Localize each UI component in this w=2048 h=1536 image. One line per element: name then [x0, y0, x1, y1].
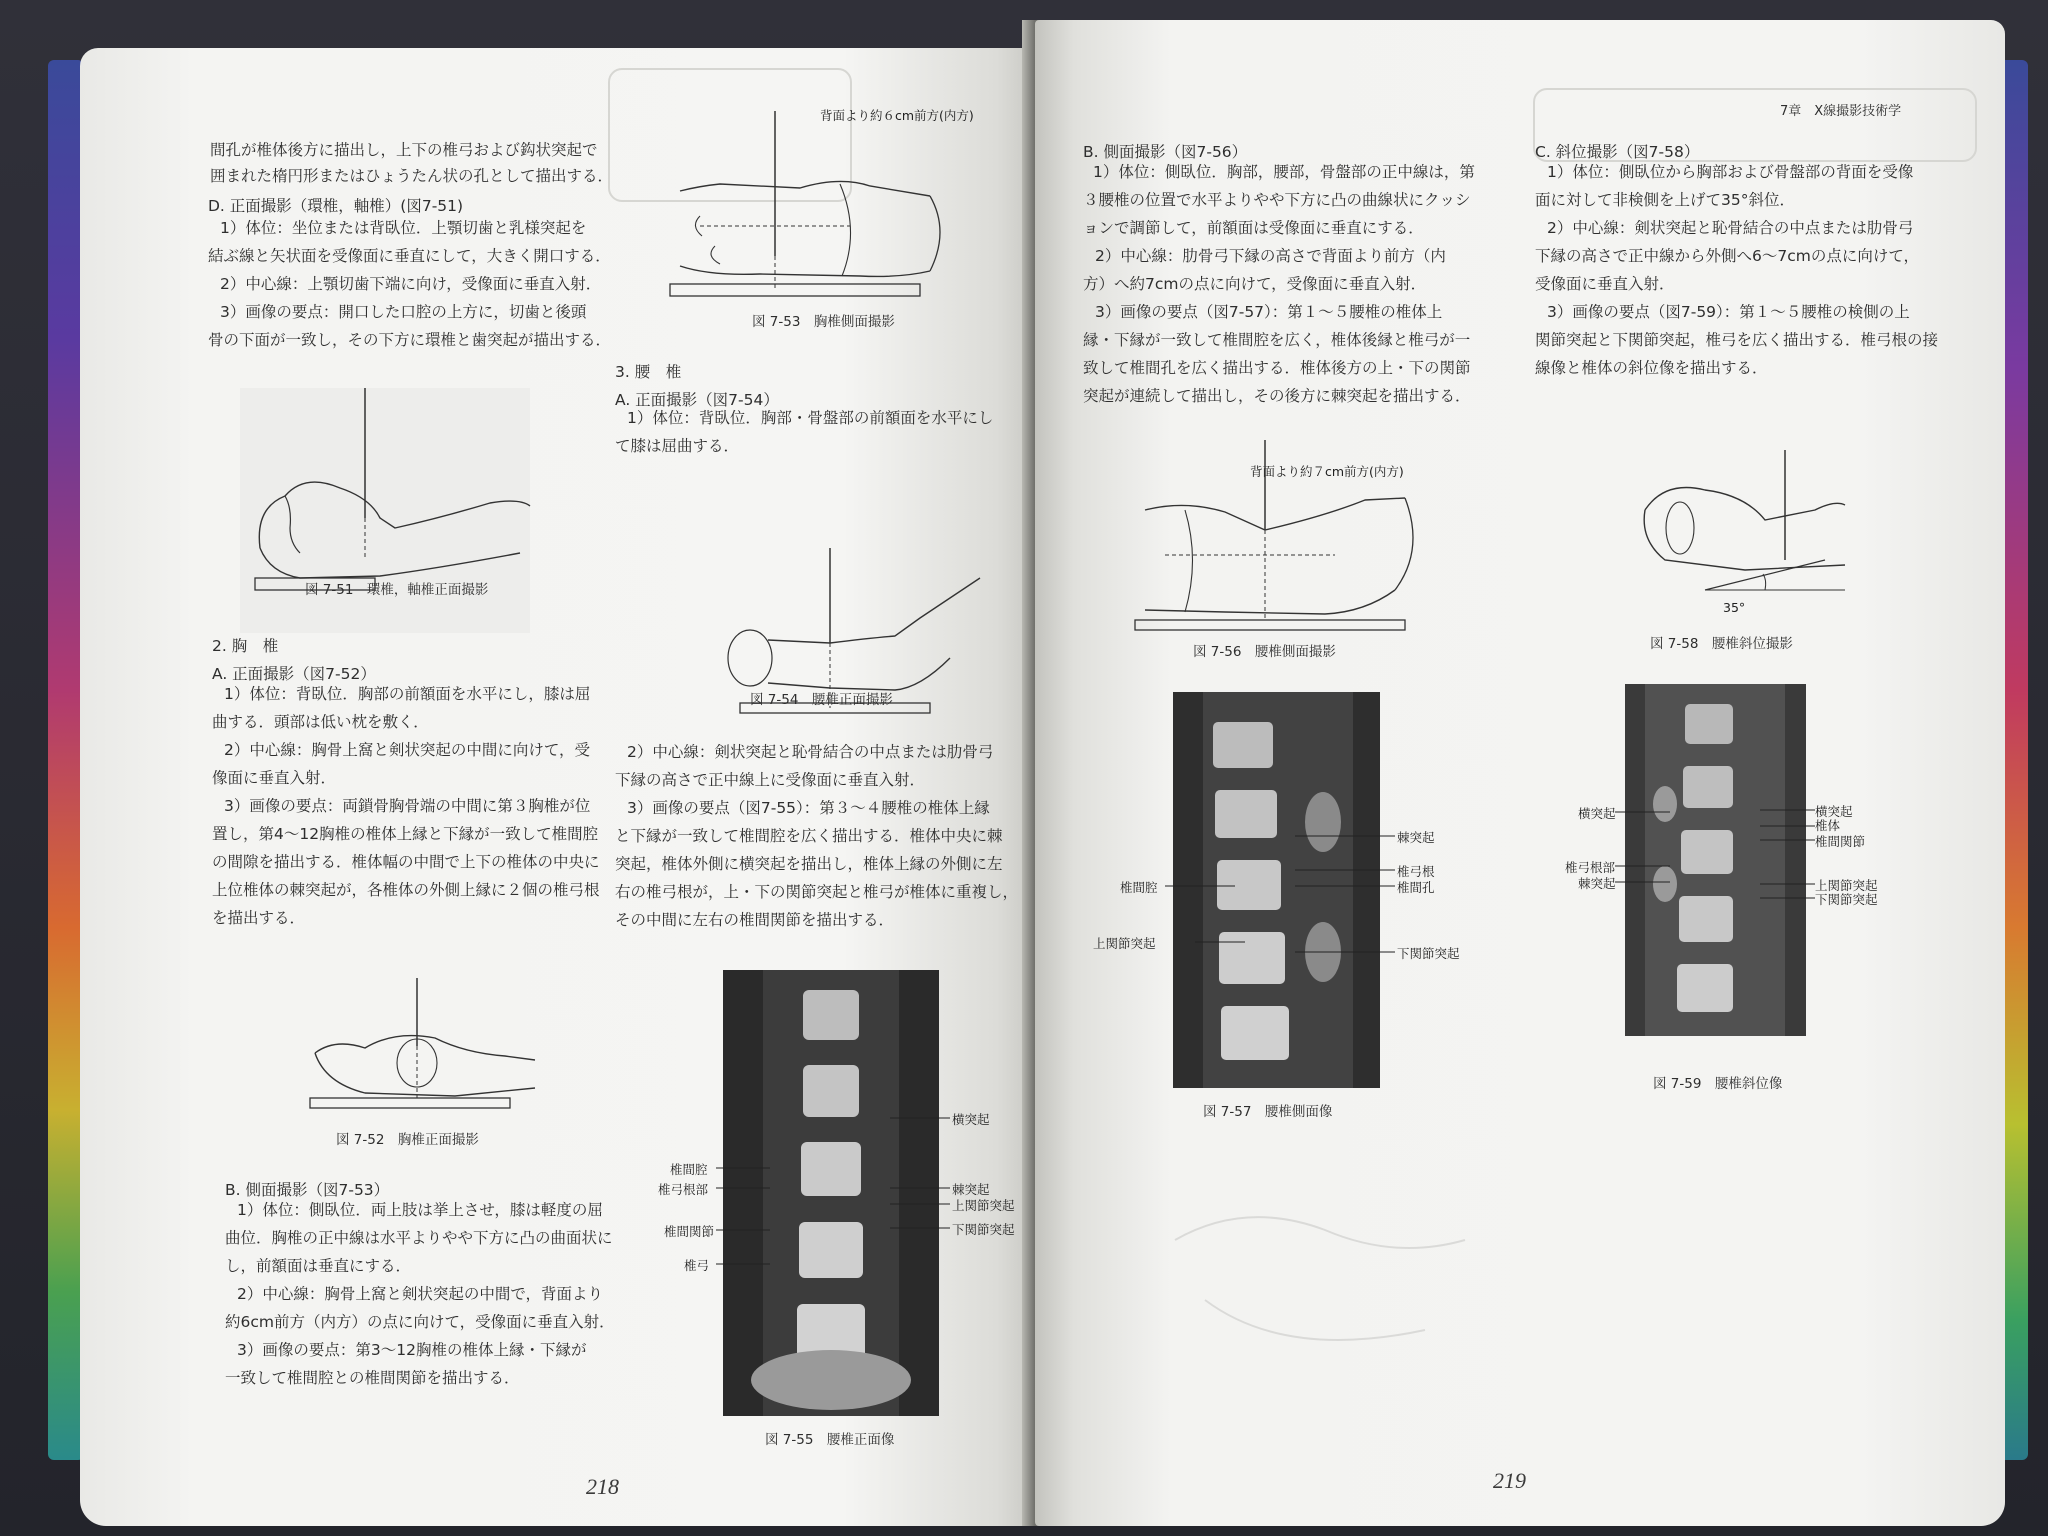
text-line: 2）中心線：上顎切歯下端に向け，受像面に垂直入射． — [220, 275, 602, 293]
figure-7-58-drawing — [1625, 450, 1855, 650]
text-line: 3）画像の要点：開口した口腔の上方に，切歯と後頭 — [220, 303, 587, 321]
figure-caption: 図 7-58 腰椎斜位撮影 — [1650, 636, 1793, 652]
text-line: 線像と椎体の斜位像を描出する． — [1535, 359, 1768, 377]
figure-7-51-drawing — [230, 378, 570, 638]
text-line: 3）画像の要点：両鎖骨胸骨端の中間に第３胸椎が位 — [224, 797, 591, 815]
text-line: 囲まれた楕円形またはひょうたん状の孔として描出する． — [210, 167, 614, 185]
xray-label: 椎体 — [1815, 818, 1841, 833]
xray-label: 上関節突起 — [952, 1198, 1015, 1213]
xray-label: 椎間腔 — [1120, 880, 1158, 895]
text-line: し，前額面は垂直にする． — [225, 1257, 412, 1275]
text-line: 1）体位：背臥位．胸部の前額面を水平にし，膝は屈 — [224, 685, 591, 703]
figure-label: 背面より約６cm前方(内方) — [820, 108, 974, 123]
section-heading: D. 正面撮影（環椎，軸椎）(図7-51) — [208, 197, 464, 215]
xray-label: 椎弓根部 — [1565, 860, 1616, 875]
text-line: 2）中心線：胸骨上窩と剣状突起の中間で，背面より — [237, 1285, 604, 1303]
figure-caption: 図 7-56 腰椎側面撮影 — [1193, 644, 1336, 660]
text-line: 方）へ約7cmの点に向けて，受像面に垂直入射． — [1083, 275, 1427, 293]
text-line: 像面に垂直入射． — [212, 769, 337, 787]
text-line: 突起が連続して描出し，その後方に棘突起を描出する． — [1083, 387, 1471, 405]
section-heading: B. 側面撮影（図7-56） — [1083, 143, 1248, 161]
text-line: 3）画像の要点（図7-59）：第１～５腰椎の検側の上 — [1547, 303, 1910, 321]
text-line: 2）中心線：肋骨弓下縁の高さで背面より前方（内 — [1095, 247, 1446, 265]
text-line: 1）体位：側臥位から胸部および骨盤部の背面を受像 — [1547, 163, 1914, 181]
page-number: 218 — [586, 1474, 619, 1499]
text-line: 下縁の高さで正中線上に受像面に垂直入射． — [615, 771, 926, 789]
figure-label: 背面より約７cm前方(内方) — [1250, 464, 1404, 479]
book-edge-left — [48, 60, 84, 1460]
text-line: 下縁の高さで正中線から外側へ6～7cmの点に向けて， — [1535, 247, 1920, 265]
xray-leader-lines — [1610, 800, 1820, 900]
text-line: ３腰椎の位置で水平よりやや下方に凸の曲線状にクッシ — [1083, 191, 1471, 209]
text-line: 受像面に垂直入射． — [1535, 275, 1675, 293]
xray-label: 椎間孔 — [1397, 880, 1435, 895]
text-line: 曲位．胸椎の正中線は水平よりやや下方に凸の曲面状に — [225, 1229, 613, 1247]
figure-caption: 図 7-59 腰椎斜位像 — [1653, 1076, 1783, 1092]
text-line: 突起，椎体外側に横突起を描出し，椎体上縁の外側に左 — [615, 855, 1003, 873]
figure-caption: 図 7-57 腰椎側面像 — [1203, 1104, 1333, 1120]
xray-label: 棘突起 — [1397, 830, 1435, 845]
right-page — [1035, 20, 2005, 1526]
figure-caption: 図 7-52 胸椎正面撮影 — [336, 1132, 479, 1148]
figure-caption: 図 7-51 環椎，軸椎正面撮影 — [305, 582, 489, 598]
text-line: 縁・下縁が一致して椎間腔を広く，椎体後縁と椎弓が一 — [1083, 331, 1471, 349]
section-heading: 2. 胸 椎 — [212, 637, 279, 655]
text-line: ョンで調節して，前額面は受像面に垂直にする． — [1083, 219, 1424, 237]
xray-leader-lines — [1145, 820, 1405, 960]
xray-leader-lines — [710, 1108, 960, 1278]
xray-label: 椎間関節 — [1815, 834, 1866, 849]
figure-caption: 図 7-53 胸椎側面撮影 — [752, 314, 895, 330]
text-line: 1）体位：坐位または背臥位．上顎切歯と乳様突起を — [220, 219, 587, 237]
xray-label: 下関節突起 — [1397, 946, 1460, 961]
text-line: 置し，第4～12胸椎の椎体上縁と下縁が一致して椎間腔 — [212, 825, 599, 843]
section-heading: A. 正面撮影（図7-52） — [212, 665, 376, 683]
text-line: の間隙を描出する．椎体幅の中間で上下の椎体の中央に — [212, 853, 600, 871]
text-line: 1）体位：側臥位．両上肢は挙上させ，膝は軽度の屈 — [237, 1201, 603, 1219]
xray-label: 上関節突起 — [1815, 878, 1878, 893]
left-page — [80, 48, 1035, 1526]
text-line: を描出する． — [212, 909, 306, 927]
figure-caption: 図 7-55 腰椎正面像 — [765, 1432, 895, 1448]
xray-label: 横突起 — [952, 1112, 990, 1127]
text-line: 曲する．頭部は低い枕を敷く． — [212, 713, 429, 731]
text-line: 3）画像の要点（図7-55）：第３～４腰椎の椎体上縁 — [627, 799, 990, 817]
figure-7-52-drawing — [305, 968, 545, 1148]
xray-label: 棘突起 — [1578, 876, 1616, 891]
xray-label: 椎弓 — [684, 1258, 710, 1273]
figure-caption: 図 7-54 腰椎正面撮影 — [750, 692, 893, 708]
figure-7-56-drawing — [1125, 440, 1445, 640]
section-heading: A. 正面撮影（図7-54） — [615, 391, 779, 409]
text-line: 1）体位：側臥位．胸部，腰部，骨盤部の正中線は，第 — [1093, 163, 1475, 181]
text-line: 約6cm前方（内方）の点に向けて，受像面に垂直入射． — [225, 1313, 615, 1331]
text-line: 2）中心線：剣状突起と恥骨結合の中点または肋骨弓 — [1547, 219, 1914, 237]
text-line: 間孔が椎体後方に描出し，上下の椎弓および鈎状突起で — [210, 141, 598, 159]
section-heading: B. 側面撮影（図7-53） — [225, 1181, 390, 1199]
text-line: 右の椎弓根が，上・下の関節突起と椎弓が椎体に重複し， — [615, 883, 1019, 901]
xray-label: 椎弓根部 — [658, 1182, 709, 1197]
page-number: 219 — [1493, 1468, 1526, 1493]
angle-label: 35° — [1723, 600, 1746, 615]
text-line: 2）中心線：胸骨上窩と剣状突起の中間に向けて，受 — [224, 741, 591, 759]
text-line: 上位椎体の棘突起が，各椎体の外側上縁に２個の椎弓根 — [212, 881, 600, 899]
xray-label: 上関節突起 — [1093, 936, 1156, 951]
text-line: て膝は屈曲する． — [615, 437, 740, 455]
xray-label: 下関節突起 — [1815, 892, 1878, 907]
running-head: 7章 X線撮影技術学 — [1780, 104, 1902, 119]
text-line: 一致して椎間腔との椎間関節を描出する． — [225, 1369, 520, 1387]
xray-label: 椎弓根 — [1397, 864, 1435, 879]
text-line: 関節突起と下関節突起，椎弓を広く描出する．椎弓根の接 — [1535, 331, 1939, 349]
xray-label: 下関節突起 — [952, 1222, 1015, 1237]
text-line: 3）画像の要点（図7-57）：第１～５腰椎の椎体上 — [1095, 303, 1443, 321]
text-line: 結ぶ線と矢状面を受像面に垂直にして，大きく開口する． — [208, 247, 611, 265]
text-line: 骨の下面が一致し，その下方に環椎と歯突起が描出する． — [208, 331, 612, 349]
xray-label: 椎間関節 — [664, 1224, 715, 1239]
xray-label: 椎間腔 — [670, 1162, 708, 1177]
xray-label: 横突起 — [1815, 804, 1853, 819]
text-line: 面に対して非検側を上げて35°斜位． — [1535, 191, 1795, 209]
text-line: 2）中心線：剣状突起と恥骨結合の中点または肋骨弓 — [627, 743, 994, 761]
text-line: と下縁が一致して椎間腔を広く描出する．椎体中央に棘 — [615, 827, 1003, 845]
show-through-drawing — [1165, 1180, 1495, 1400]
text-line: 1）体位：背臥位．胸部・骨盤部の前額面を水平にし — [627, 409, 994, 427]
xray-label: 横突起 — [1578, 806, 1616, 821]
xray-label: 棘突起 — [952, 1182, 990, 1197]
text-line: その中間に左右の椎間関節を描出する． — [615, 911, 895, 929]
section-heading: C. 斜位撮影（図7-58） — [1535, 143, 1700, 161]
text-line: 致して椎間孔を広く描出する．椎体後方の上・下の関節 — [1083, 359, 1471, 377]
section-heading: 3. 腰 椎 — [615, 363, 682, 381]
text-line: 3）画像の要点：第3～12胸椎の椎体上縁・下縁が — [237, 1341, 587, 1359]
